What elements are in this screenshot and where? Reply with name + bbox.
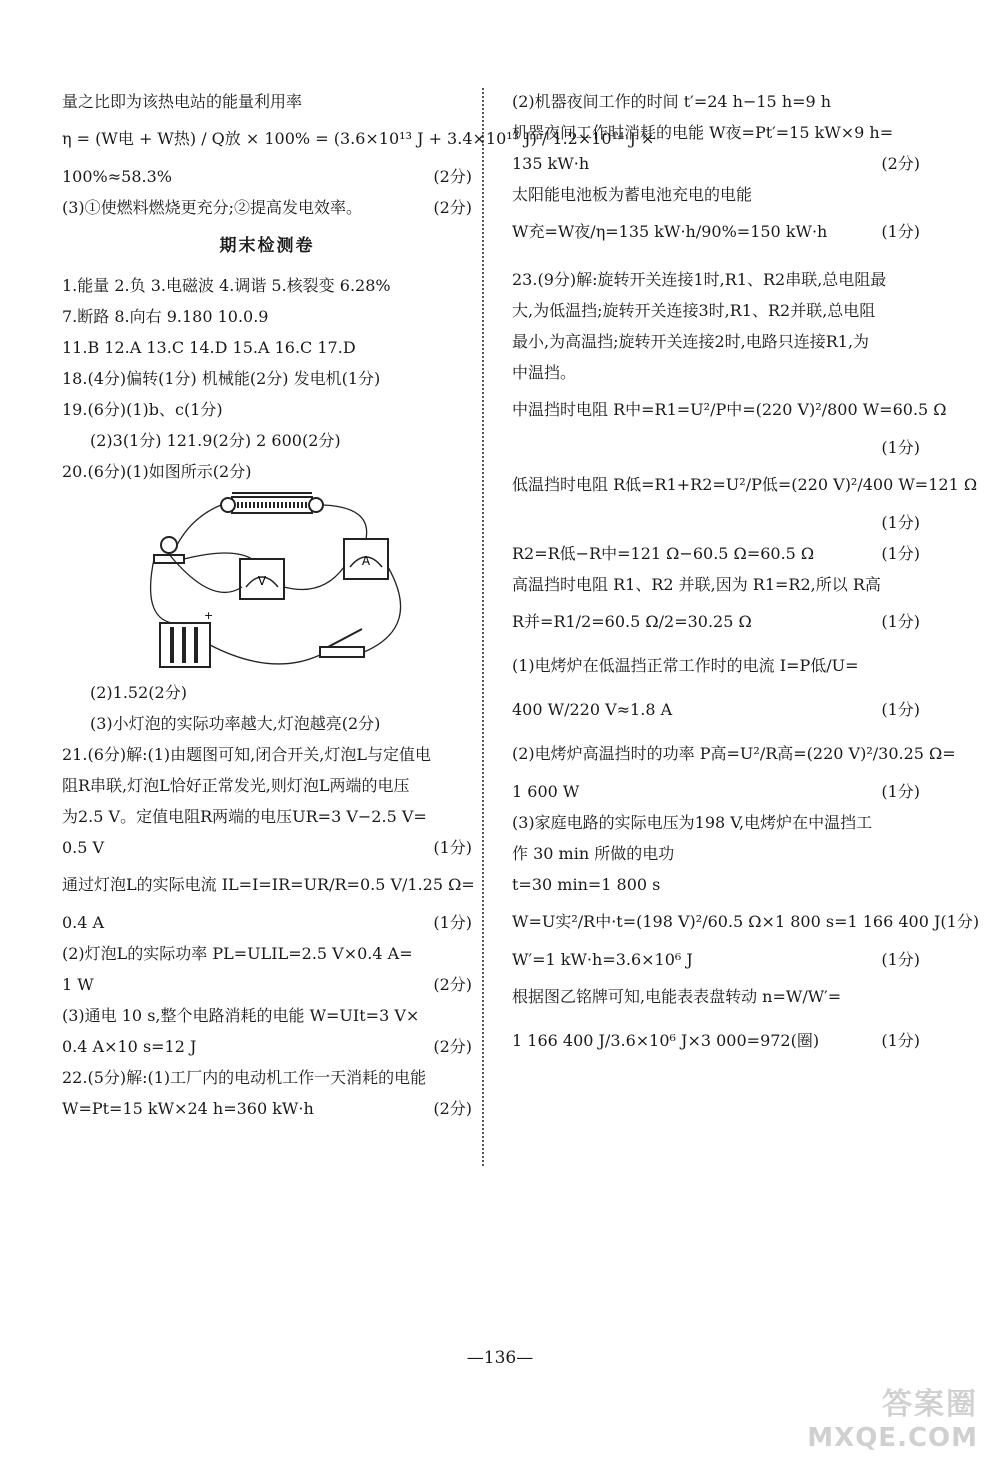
score-mark: (2分) <box>881 154 920 173</box>
text-line: W=Pt=15 kW×24 h=360 kW·h (2分) <box>62 1093 472 1124</box>
circuit-diagram <box>132 487 432 677</box>
text-line: 阻R串联,灯泡L恰好正常发光,则灯泡L两端的电压 <box>62 776 410 795</box>
formula-line: R并=R1/2=60.5 Ω/2=30.25 Ω (1分) <box>512 600 920 644</box>
answer-line: 18.(4分)偏转(1分) 机械能(2分) 发电机(1分) <box>62 369 381 388</box>
text-line: 为2.5 V。定值电阻R两端的电压UR=3 V−2.5 V= <box>62 807 427 826</box>
ammeter <box>344 539 388 579</box>
battery-plus-label: + <box>204 609 214 622</box>
text-line: (3)家庭电路的实际电压为198 V,电烤炉在中温挡工 <box>512 813 873 832</box>
ammeter-label: A <box>361 554 371 568</box>
page-number: —136— <box>466 1348 534 1368</box>
text-line: 机器夜间工作时消耗的电能 W夜=Pt′=15 kW×9 h= <box>512 123 894 142</box>
score-mark: (1分) <box>940 912 980 931</box>
formula-line: 1 166 400 J/3.6×10⁶ J×3 000=972(圈) (1分) <box>512 1019 920 1063</box>
answer-line: (3)小灯泡的实际功率越大,灯泡越亮(2分) <box>90 714 381 733</box>
text-line: 1 W (2分) <box>62 969 472 1000</box>
answer-line: 7.断路 8.向右 9.180 10.0.9 <box>62 307 269 326</box>
formula-line: W充=W夜/η=135 kW·h/90%=150 kW·h (1分) <box>512 210 920 254</box>
score-mark: (1分) <box>881 950 920 969</box>
score-mark: (1分) <box>881 222 920 241</box>
watermark <box>807 1379 978 1453</box>
formula-line: η = (W电 + W热) / Q放 × 100% = (3.6×10¹³ J + 3.4×10¹³ J) / 1.2×10¹⁴ J × <box>62 129 655 148</box>
text-line: 0.4 A×10 s=12 J (2分) <box>62 1031 472 1062</box>
text-line: 作 30 min 所做的电功 <box>512 844 675 863</box>
score-mark: (2分) <box>433 1037 472 1056</box>
score-mark: (2分) <box>433 975 472 994</box>
text-line: 量之比即为该热电站的能量利用率 <box>62 92 303 111</box>
answer-line: (2)1.52(2分) <box>90 683 187 702</box>
formula-line: 中温挡时电阻 R中=R1=U²/P中=(220 V)²/800 W=60.5 Ω <box>512 400 947 419</box>
score-mark: (1分) <box>881 700 920 719</box>
right-column <box>512 86 980 1063</box>
score-mark: (1分) <box>881 513 920 532</box>
score-mark: (2分) <box>433 167 472 186</box>
text-line: (3)①使燃料燃烧更充分;②提高发电效率。 (2分) <box>62 192 472 223</box>
text-line: 0.5 V (1分) <box>62 832 472 863</box>
voltmeter <box>240 559 284 599</box>
formula-line: W=U实²/R中·t=(198 V)²/60.5 Ω×1 800 s=1 166 400 J (1分) <box>512 900 920 944</box>
text-line: W′=1 kW·h=3.6×10⁶ J (1分) <box>512 944 920 975</box>
switch <box>320 629 364 657</box>
text-line: (3)通电 10 s,整个电路消耗的电能 W=UIt=3 V× <box>62 1006 420 1025</box>
formula-line: 400 W/220 V≈1.8 A (1分) <box>512 688 920 732</box>
score-mark: (1分) <box>433 838 472 857</box>
formula-line: 根据图乙铭牌可知,电能表表盘转动 n=W/W′= <box>512 987 842 1006</box>
text-line: 21.(6分)解:(1)由题图可知,闭合开关,灯泡L与定值电 <box>62 745 431 764</box>
text-line: R2=R低−R中=121 Ω−60.5 Ω=60.5 Ω (1分) <box>512 538 920 569</box>
column-divider <box>482 88 484 1166</box>
text-line: 135 kW·h (2分) <box>512 148 920 179</box>
answer-line: (2)3(1分) 121.9(2分) 2 600(2分) <box>90 431 341 450</box>
circuit-figure <box>62 487 472 677</box>
text-line: t=30 min=1 800 s <box>512 875 661 894</box>
text-line: (2)灯泡L的实际功率 PL=ULIL=2.5 V×0.4 A= <box>62 944 413 963</box>
formula-line: (2)电烤炉高温挡时的功率 P高=U²/R高=(220 V)²/30.25 Ω= <box>512 744 956 763</box>
text-line: 100%≈58.3% (2分) <box>62 161 472 192</box>
text-line: 0.4 A (1分) <box>62 907 472 938</box>
text-line: (2)机器夜间工作的时间 t′=24 h−15 h=9 h <box>512 92 832 111</box>
formula-line: 通过灯泡L的实际电流 IL=I=IR=UR/R=0.5 V/1.25 Ω= <box>62 875 475 894</box>
text-line: 大,为低温挡;旋转开关连接3时,R1、R2并联,总电阻 <box>512 301 876 320</box>
battery <box>160 609 213 667</box>
text-line: 22.(5分)解:(1)工厂内的电动机工作一天消耗的电能 <box>62 1068 427 1087</box>
text-line: 最小,为高温挡;旋转开关连接2时,电路只连接R1,为 <box>512 332 870 351</box>
answer-line: 11.B 12.A 13.C 14.D 15.A 16.C 17.D <box>62 338 356 357</box>
text-line: 23.(9分)解:旋转开关连接1时,R1、R2串联,总电阻最 <box>512 270 887 289</box>
watermark-url: MXQE.COM <box>807 1423 978 1453</box>
formula-line: 低温挡时电阻 R低=R1+R2=U²/P低=(220 V)²/400 W=121 Ω <box>512 475 978 494</box>
section-title: 期末检测卷 <box>219 236 315 256</box>
score-mark: (2分) <box>433 198 472 217</box>
answer-line: 1.能量 2.负 3.电磁波 4.调谐 5.核裂变 6.28% <box>62 276 391 295</box>
answer-line: 20.(6分)(1)如图所示(2分) <box>62 462 252 481</box>
score-mark: (1分) <box>433 913 472 932</box>
rheostat <box>221 493 323 513</box>
text-line: 高温挡时电阻 R1、R2 并联,因为 R1=R2,所以 R高 <box>512 575 881 594</box>
score-mark: (1分) <box>881 612 920 631</box>
answer-line: 19.(6分)(1)b、c(1分) <box>62 400 223 419</box>
score-mark: (1分) <box>881 782 920 801</box>
text-line: 中温挡。 <box>512 363 577 382</box>
score-mark: (1分) <box>881 1031 920 1050</box>
text-line: 太阳能电池板为蓄电池充电的电能 <box>512 185 753 204</box>
score-mark: (1分) <box>881 438 920 457</box>
voltmeter-label: V <box>257 574 267 588</box>
formula-line: (1)电烤炉在低温挡正常工作时的电流 I=P低/U= <box>512 656 859 675</box>
text-line: 1 600 W (1分) <box>512 776 920 807</box>
watermark-logo: 答案圈 <box>882 1387 978 1422</box>
score-mark: (1分) <box>881 544 920 563</box>
score-mark: (2分) <box>433 1099 472 1118</box>
